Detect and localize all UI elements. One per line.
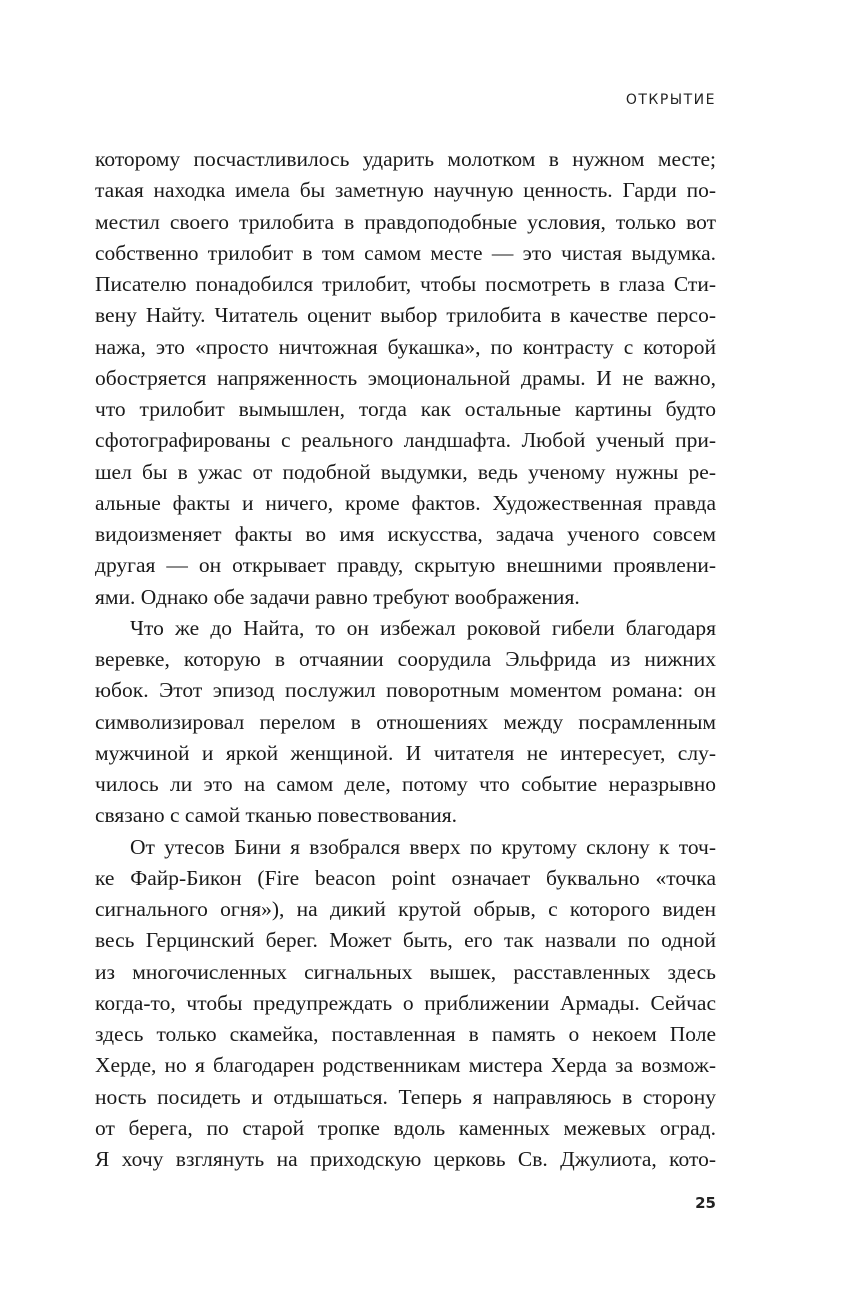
text-line: Херде, но я благодарен родственникам мистера Херда за возмож- bbox=[95, 1053, 716, 1078]
text-line: ность посидеть и отдышаться. Теперь я направляюсь в сторону bbox=[95, 1084, 716, 1109]
text-line: альные факты и ничего, кроме фактов. Художественная правда bbox=[95, 490, 716, 515]
text-line: которому посчастливилось ударить молотком в нужном месте; bbox=[95, 147, 716, 171]
text-line: такая находка имела бы заметную научную ценность. Гарди по- bbox=[95, 178, 716, 203]
text-line: ями. Однако обе задачи равно требуют воображения. bbox=[95, 584, 580, 609]
text-line: ке Файр-Бикон (Fire beacon point означает буквально «точка bbox=[95, 865, 716, 890]
text-line: шел бы в ужас от подобной выдумки, ведь ученому нужны ре- bbox=[95, 459, 716, 484]
body-text bbox=[95, 144, 716, 1175]
text-line: от берега, по старой тропке вдоль каменных межевых оград. bbox=[95, 1115, 716, 1140]
text-line: веревке, которую в отчаянии соорудила Эльфрида из нижних bbox=[95, 647, 716, 671]
text-line: собственно трилобит в том самом месте — это чистая выдумка. bbox=[95, 240, 716, 265]
text-line: нажа, это «просто ничтожная букашка», по контрасту с которой bbox=[95, 334, 716, 359]
text-line: весь Герцинский берег. Может быть, его так назвали по одной bbox=[95, 928, 716, 953]
text-line: другая — он открывает правду, скрытую внешними проявлени- bbox=[95, 553, 716, 578]
text-line: обостряется напряженность эмоциональной драмы. И не важно, bbox=[95, 365, 716, 390]
text-line: мужчиной и яркой женщиной. И читателя не интересует, слу- bbox=[95, 740, 716, 765]
text-line: здесь только скамейка, поставленная в память о некоем Поле bbox=[95, 1022, 716, 1046]
text-line: из многочисленных сигнальных вышек, расставленных здесь bbox=[95, 959, 716, 984]
text-line: Я хочу взглянуть на приходскую церковь Св. Джулиота, кото- bbox=[95, 1147, 716, 1171]
text-line: юбок. Этот эпизод послужил поворотным моментом романа: он bbox=[95, 678, 716, 703]
text-line: От утесов Бини я взобрался вверх по крутому склону к точ- bbox=[130, 834, 716, 859]
text-line: символизировал перелом в отношениях между посрамленным bbox=[95, 709, 716, 734]
text-line: сигнального огня»), на дикий крутой обрыв, с которого виден bbox=[95, 897, 716, 921]
text-line: вену Найту. Читатель оценит выбор трилобита в качестве персо- bbox=[95, 303, 716, 328]
text-line: сфотографированы с реального ландшафта. Любой ученый при- bbox=[95, 428, 716, 453]
text-line: когда-то, чтобы предупреждать о приближении Армады. Сейчас bbox=[95, 990, 716, 1015]
paragraph bbox=[95, 832, 716, 1176]
text-line: Писателю понадобился трилобит, чтобы посмотреть в глаза Сти- bbox=[95, 272, 716, 296]
text-line: чилось ли это на самом деле, потому что событие неразрывно bbox=[95, 772, 716, 796]
text-line: Что же до Найта, то он избежал роковой гибели благодаря bbox=[130, 615, 716, 640]
text-line: местил своего трилобита в правдоподобные условия, только вот bbox=[95, 209, 716, 234]
text-line: видоизменяет факты во имя искусства, задача ученого совсем bbox=[95, 522, 716, 546]
text-line: что трилобит вымышлен, тогда как остальные картины будто bbox=[95, 397, 716, 421]
paragraph bbox=[95, 613, 716, 832]
paragraph bbox=[95, 144, 716, 613]
page-number: 25 bbox=[695, 1194, 716, 1212]
running-header: ОТКРЫТИЕ bbox=[625, 92, 716, 108]
text-line: связано с самой тканью повествования. bbox=[95, 803, 458, 828]
